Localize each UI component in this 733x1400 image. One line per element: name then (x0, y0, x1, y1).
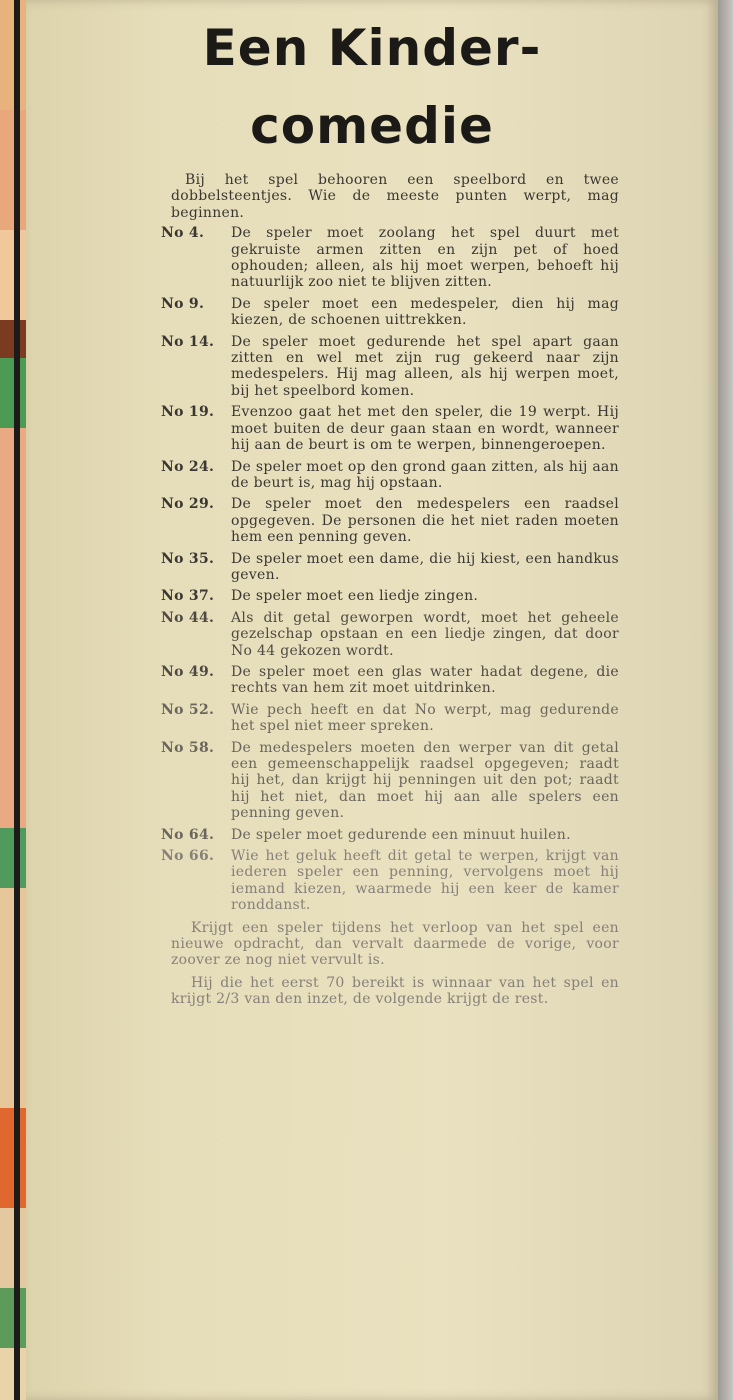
rule-text: De speler moet een dame, die hij kiest, een handkus geven. (231, 550, 619, 583)
rule-item (161, 458, 619, 492)
rule-number: No 66. (161, 848, 215, 865)
rules-sheet (26, 0, 718, 1400)
rule-item (161, 739, 619, 822)
rule-item (161, 826, 619, 843)
rule-number: No 14. (161, 333, 215, 350)
rule-number: No 52. (161, 701, 215, 718)
rule-number: No 4. (161, 225, 205, 242)
rule-number: No 29. (161, 496, 215, 513)
rule-item (161, 588, 619, 605)
rules-body (161, 172, 619, 1008)
rule-item (161, 848, 619, 914)
rule-number: No 37. (161, 588, 215, 605)
title-line-1: Een Kinder- (202, 19, 542, 77)
rule-item (161, 496, 619, 546)
rule-item (161, 295, 619, 329)
rule-number: No 44. (161, 609, 215, 626)
rule-text: De medespelers moeten den werper van dit getal een gemeenschappelijk raadsel opgegeven; raadt hij het, dan krijgt hij penningen uit den pot; raadt hij het niet, dan moet hij aan alle spelers een penning geven. (231, 739, 619, 822)
rule-text: De speler moet gedurende een minuut huilen. (231, 826, 571, 843)
rule-text: Evenzoo gaat het met den speler, die 19 werpt. Hij moet buiten de deur gaan staan en wordt, wanneer hij aan de beurt is om te werpen, binnengeroepen. (231, 404, 619, 454)
rule-text: De speler moet een glas water hadat degene, die rechts van hem zit moet uitdrinken. (231, 663, 619, 697)
rule-text: Wie pech heeft en dat No werpt, mag gedurende het spel niet meer spreken. (231, 701, 619, 735)
rule-text: De speler moet op den grond gaan zitten, als hij aan de beurt is, mag hij opstaan. (231, 458, 619, 491)
rule-text: De speler moet een liedje zingen. (231, 588, 479, 605)
rule-item (161, 609, 619, 659)
closing-paragraph: Krijgt een speler tijdens het verloop van het spel een nieuwe opdracht, dan vervalt daarmede de vorige, voor zoover ze nog niet vervult is. (171, 919, 619, 969)
rule-text: De speler moet gedurende het spel apart gaan zitten en wel met zijn rug gekeerd naar zijn medespelers. Hij mag alleen, als hij werpen moet, bij het speelbord komen. (231, 333, 619, 399)
rule-item (161, 701, 619, 735)
rule-number: No 64. (161, 826, 215, 843)
rule-number: No 49. (161, 663, 215, 680)
rule-text: De speler moet den medespelers een raadsel opgegeven. De personen die het niet raden moeten hem een penning geven. (231, 496, 619, 546)
rule-text: Wie het geluk heeft dit getal te werpen, krijgt van iederen speler een penning, vervolgens moet hij iemand kiezen, waarmede hij een keer de kamer ronddanst. (231, 848, 619, 914)
rule-item (161, 404, 619, 454)
title-line-2: comedie (250, 97, 494, 155)
rule-item (161, 663, 619, 697)
intro-paragraph: Bij het spel behooren een speelbord en twee dobbelsteentjes. Wie de meeste punten werpt, mag beginnen. (171, 172, 619, 221)
rule-number: No 24. (161, 458, 215, 475)
rule-item (161, 333, 619, 400)
game-board-edge (0, 0, 26, 1400)
background-strip (718, 0, 733, 1400)
rule-number: No 19. (161, 404, 215, 421)
rule-text: Als dit getal geworpen wordt, moet het geheele gezelschap opstaan en een liedje zingen, dat door No 44 gekozen wordt. (231, 609, 619, 659)
closing-paragraph: Hij die het eerst 70 bereikt is winnaar van het spel en krijgt 2/3 van den inzet, de volgende krijgt de rest. (171, 974, 619, 1008)
rule-number: No 9. (161, 295, 205, 312)
rule-item (161, 550, 619, 584)
rule-number: No 58. (161, 739, 215, 756)
rule-text: De speler moet een medespeler, dien hij mag kiezen, de schoenen uittrekken. (231, 295, 619, 329)
rule-item (161, 225, 619, 291)
rule-number: No 35. (161, 550, 215, 567)
rule-text: De speler moet zoolang het spel duurt met gekruiste armen zitten en zijn pet of hoed ophouden; alleen, als hij moet werpen, behoeft hij natuurlijk zoo niet te blijven zitten. (231, 225, 619, 291)
